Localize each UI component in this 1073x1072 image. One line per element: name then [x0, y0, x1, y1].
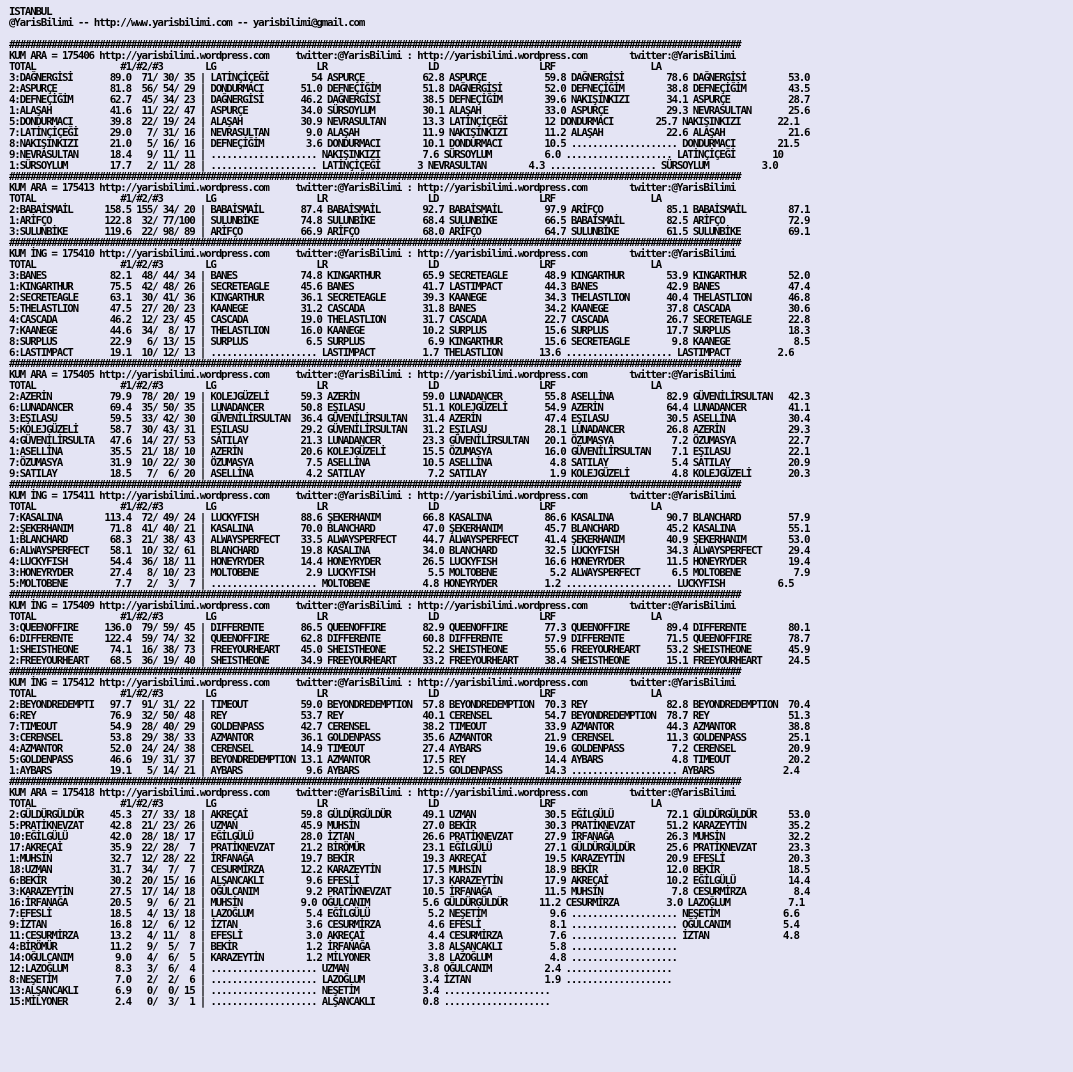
horse-row: 8:NEŞETİM 7.0 2/ 2/ 6 | .................... LAZOĞLUM 3.4 İZTAN 1.9 ....................: [9, 973, 672, 986]
horse-row: 2:FREEYOURHEART 68.5 36/ 19/ 40 | SHEISTHEONE 34.9 FREEYOURHEART 33.2 FREEYOURHEART 38.4 SHEISTHEONE 15.1 FREEYOURHEART 24.5: [9, 654, 810, 667]
horse-row: 7:KASALINA 113.4 72/ 49/ 24 | LUCKYFISH 88.6 ŞEKERHANIM 66.8 KASALINA 86.6 KASALINA 90.7 BLANCHARD 57.9: [9, 511, 810, 524]
horse-row: 14:OĞULCANIM 9.0 4/ 6/ 5 | KARAZEYTİN 1.2 MİLYONER 3.8 LAZOĞLUM 4.8 ....................: [9, 951, 677, 964]
horse-row: 7:LATİNÇİÇEĞİ 29.0 7/ 31/ 16 | NEVRASULTAN 9.0 ALAŞAH 11.9 NAKIŞINKIZI 11.2 ALAŞAH 22.6 ALAŞAH 21.6: [9, 126, 810, 139]
horse-row: 1:ALAŞAH 41.6 11/ 22/ 47 | ASPURÇE 34.0 SÜRSOYLUM 30.1 ALAŞAH 33.0 ASPURÇE 29.3 NEVRASULTAN 25.6: [9, 104, 810, 117]
horse-row: 4:LUCKYFISH 54.4 36/ 18/ 11 | HONEYRYDER 14.4 HONEYRYDER 26.5 LUCKYFISH 16.6 HONEYRYDER 11.5 HONEYRYDER 19.4: [9, 555, 810, 568]
horse-row: 12:LAZOĞLUM 8.3 3/ 6/ 4 | .................... UZMAN 3.8 OĞULCANIM 2.4 ....................: [9, 962, 672, 975]
horse-row: 6:LUNADANCER 69.4 35/ 50/ 35 | LUNADANCER 50.8 EŞILASU 51.1 KOLEJGÜZELİ 54.9 AZERİN 64.4 LUNADANCER 41.1: [9, 401, 810, 414]
horse-row: 1:MUHSİN 32.7 12/ 28/ 22 | İRFANAĞA 19.7 BEKİR 19.3 AKREÇAİ 19.5 KARAZEYTİN 20.9 EFESLİ 20.3: [9, 852, 810, 865]
horse-row: 6:ALWAYSPERFECT 58.1 10/ 32/ 61 | BLANCHARD 19.8 KASALINA 34.0 BLANCHARD 32.5 LUCKYFISH 34.3 ALWAYSPERFECT 29.4: [9, 544, 810, 557]
horse-row: 8:SURPLUS 22.9 6/ 13/ 15 | SURPLUS 6.5 SURPLUS 6.9 KINGARTHUR 15.6 SECRETEAGLE 9.8 KAANEGE 8.5: [9, 335, 810, 348]
column-header-line: TOTAL #1/#2/#3 LG LR LD LRF LA: [9, 379, 661, 392]
header-city: ISTANBUL: [9, 5, 52, 18]
column-header-line: TOTAL #1/#2/#3 LG LR LD LRF LA: [9, 500, 661, 513]
horse-row: 13:ALŞANCAKLI 6.9 0/ 0/ 15 | .................... NEŞETİM 3.4 ....................: [9, 984, 550, 997]
race-report-document: [9, 6, 809, 1007]
horse-row: 1:SÜRSOYLUM 17.7 2/ 11/ 28 | .................... LATİNÇİÇEĞİ 3 NEVRASULTAN 4.3 .................... SÜRSOYLUM 3.0: [9, 159, 778, 172]
horse-row: 5:DONDURMACI 39.8 22/ 19/ 24 | ALAŞAH 30.9 NEVRASULTAN 13.3 LATİNÇİÇEĞİ 12 DONDURMACI 25.7 NAKIŞINKIZI 22.1: [9, 115, 799, 128]
race-header-line: KUM ARA = 175413 http://yarisbilimi.wordpress.com twitter:@YarisBilimi : http://yarisbilimi.wordpress.com twitter:@YarisBilimi: [9, 181, 736, 194]
horse-row: 3:BANES 82.1 48/ 44/ 34 | BANES 74.8 KINGARTHUR 65.9 SECRETEAGLE 48.9 KINGARTHUR 53.9 KINGARTHUR 52.0: [9, 269, 810, 282]
horse-row: 8:NAKIŞINKIZI 21.0 5/ 16/ 16 | DEFNEÇİĞİM 3.6 DONDURMACI 10.1 DONDURMACI 10.5 .................... DONDURMACI 21.5: [9, 137, 799, 150]
horse-row: 7:EFESLİ 18.5 4/ 13/ 18 | LAZOĞLUM 5.4 EĞİLGÜLÜ 5.2 NEŞETİM 9.6 .................... NEŞETİM 6.6: [9, 907, 799, 920]
horse-row: 1:KINGARTHUR 75.5 42/ 48/ 26 | SECRETEAGLE 45.6 BANES 41.7 LASTIMPACT 44.3 BANES 42.9 BANES 47.4: [9, 280, 810, 293]
column-header-line: TOTAL #1/#2/#3 LG LR LD LRF LA: [9, 192, 661, 205]
race-header-line: KUM İNG = 175410 http://yarisbilimi.wordpress.com twitter:@YarisBilimi : http://yarisbilimi.wordpress.com twitter:@YarisBilimi: [9, 247, 736, 260]
horse-row: 2:ŞEKERHANIM 71.8 41/ 40/ 21 | KASALINA 70.0 BLANCHARD 47.0 ŞEKERHANIM 45.7 BLANCHARD 45.2 KASALINA 55.1: [9, 522, 810, 535]
horse-row: 1:BLANCHARD 68.3 21/ 38/ 43 | ALWAYSPERFECT 33.5 ALWAYSPERFECT 44.7 ALWAYSPERFECT 41.4 ŞEKERHANIM 40.9 ŞEKERHANIM 53.0: [9, 533, 810, 546]
horse-row: 5:MOLTOBENE 7.7 2/ 3/ 7 | .................... MOLTOBENE 4.8 HONEYRYDER 1.2 .................... LUCKYFISH 6.5: [9, 577, 794, 590]
horse-row: 4:AZMANTOR 52.0 24/ 24/ 38 | CERENSEL 14.9 TIMEOUT 27.4 AYBARS 19.6 GOLDENPASS 7.2 CERENSEL 20.9: [9, 742, 810, 755]
horse-row: 18:UZMAN 31.7 34/ 7/ 7 | CESURMİRZA 12.2 KARAZEYTİN 17.5 MUHSİN 18.9 BEKİR 12.0 BEKİR 18.5: [9, 863, 810, 876]
separator-line: ##########################################################################################################################################: [9, 478, 741, 491]
column-header-line: TOTAL #1/#2/#3 LG LR LD LRF LA: [9, 687, 661, 700]
column-header-line: TOTAL #1/#2/#3 LG LR LD LRF LA: [9, 797, 661, 810]
horse-row: 5:PRATİKNEVZAT 42.8 21/ 23/ 26 | UZMAN 45.9 MUHSİN 27.0 BEKİR 30.3 PRATİKNEVZAT 51.2 KARAZEYTİN 35.2: [9, 819, 810, 832]
horse-row: 5:GOLDENPASS 46.6 19/ 31/ 37 | BEYONDREDEMPTION 13.1 AZMANTOR 17.5 REY 14.4 AYBARS 4.8 TIMEOUT 20.2: [9, 753, 810, 766]
horse-row: 1:ASELLİNA 35.5 21/ 18/ 10 | AZERİN 20.6 KOLEJGÜZELİ 15.5 ÖZUMASYA 16.0 GÜVENİLİRSULTAN 7.1 EŞILASU 22.1: [9, 445, 810, 458]
horse-row: 4:BİRÖMÜR 11.2 9/ 5/ 7 | BEKİR 1.2 İRFANAĞA 3.8 ALŞANCAKLI 5.8 ....................: [9, 940, 677, 953]
horse-row: 10:EĞİLGÜLÜ 42.0 28/ 18/ 17 | EĞİLGÜLÜ 28.0 İZTAN 26.6 PRATİKNEVZAT 27.9 İRFANAĞA 26.3 MUHSİN 32.2: [9, 830, 810, 843]
horse-row: 4:CASCADA 46.2 12/ 23/ 45 | CASCADA 19.0 THELASTLION 31.7 CASCADA 22.7 CASCADA 26.7 SECRETEAGLE 22.8: [9, 313, 810, 326]
horse-row: 3:HONEYRYDER 27.4 8/ 10/ 23 | MOLTOBENE 2.9 LUCKYFISH 5.5 MOLTOBENE 5.2 ALWAYSPERFECT 6.5 MOLTOBENE 7.9: [9, 566, 810, 579]
horse-row: 5:THELASTLION 47.5 27/ 20/ 23 | KAANEGE 31.2 CASCADA 31.8 BANES 34.2 KAANEGE 37.8 CASCADA 30.6: [9, 302, 810, 315]
horse-row: 9:İZTAN 16.8 12/ 6/ 12 | İZTAN 3.6 CESURMİRZA 4.6 EFESLİ 8.1 .................... OĞULCANIM 5.4: [9, 918, 799, 931]
horse-row: 9:SATILAY 18.5 7/ 6/ 20 | ASELLİNA 4.2 SATILAY 7.2 SATILAY 1.9 KOLEJGÜZELİ 4.8 KOLEJGÜZELİ 20.3: [9, 467, 810, 480]
separator-line: ##########################################################################################################################################: [9, 665, 741, 678]
race-header-line: KUM ARA = 175405 http://yarisbilimi.wordpress.com twitter:@YarisBilimi : http://yarisbilimi.wordpress.com twitter:@YarisBilimi: [9, 368, 736, 381]
race-header-line: KUM İNG = 175412 http://yarisbilimi.wordpress.com twitter:@YarisBilimi : http://yarisbilimi.wordpress.com twitter:@YarisBilimi: [9, 676, 736, 689]
horse-row: 7:ÖZUMASYA 31.9 10/ 22/ 30 | ÖZUMASYA 7.5 ASELLİNA 10.5 ASELLİNA 4.8 SATILAY 5.4 SATILAY 20.9: [9, 456, 810, 469]
horse-row: 3:CERENSEL 53.8 29/ 38/ 33 | AZMANTOR 36.1 GOLDENPASS 35.6 AZMANTOR 21.9 CERENSEL 11.3 GOLDENPASS 25.1: [9, 731, 810, 744]
horse-row: 2:AZERİN 79.9 78/ 20/ 19 | KOLEJGÜZELİ 59.3 AZERİN 59.0 LUNADANCER 55.8 ASELLİNA 82.9 GÜVENİLİRSULTAN 42.3: [9, 390, 810, 403]
horse-row: 16:İRFANAĞA 20.5 9/ 6/ 21 | MUHSİN 9.0 OĞULCANIM 5.6 GÜLDÜRGÜLDÜR 11.2 CESURMİRZA 3.0 LAZOĞLUM 7.1: [9, 896, 805, 909]
horse-row: 7:KAANEGE 44.6 34/ 8/ 17 | THELASTLION 16.0 KAANEGE 10.2 SURPLUS 15.6 SURPLUS 17.7 SURPLUS 18.3: [9, 324, 810, 337]
column-header-line: TOTAL #1/#2/#3 LG LR LD LRF LA: [9, 610, 661, 623]
header-credit: @YarisBilimi -- http://www.yarisbilimi.com -- yarisbilimi@gmail.com: [9, 16, 365, 29]
separator-line: ##########################################################################################################################################: [9, 588, 741, 601]
horse-row: 3:DAĞNERGİSİ 89.0 71/ 30/ 35 | LATİNÇİÇEĞİ 54 ASPURÇE 62.8 ASPURÇE 59.8 DAĞNERGİSİ 78.6 DAĞNERGİSİ 53.0: [9, 71, 810, 84]
separator-line: ##########################################################################################################################################: [9, 170, 741, 183]
horse-row: 3:SULUNBİKE 119.6 22/ 98/ 89 | ARİFÇO 66.9 ARİFÇO 68.0 ARİFÇO 64.7 SULUNBİKE 61.5 SULUNBİKE 69.1: [9, 225, 810, 238]
horse-row: 15:MİLYONER 2.4 0/ 3/ 1 | .................... ALŞANCAKLI 0.8 ....................: [9, 995, 550, 1008]
column-header-line: TOTAL #1/#2/#3 LG LR LD LRF LA: [9, 258, 661, 271]
horse-row: 17:AKREÇAİ 35.9 22/ 28/ 7 | PRATİKNEVZAT 21.2 BİRÖMÜR 23.1 EĞİLGÜLÜ 27.1 GÜLDÜRGÜLDÜR 25.6 PRATİKNEVZAT 23.3: [9, 841, 810, 854]
horse-row: 9:NEVRASULTAN 18.4 9/ 11/ 11 | .................... NAKIŞINKIZI 7.6 SÜRSOYLUM 6.0 .................... LATİNÇİÇEĞİ 10: [9, 148, 783, 161]
horse-row: 4:GÜVENİLİRSULTA 47.6 14/ 27/ 53 | SATILAY 21.3 LUNADANCER 23.3 GÜVENİLİRSULTAN 20.1 ÖZUMASYA 7.2 ÖZUMASYA 22.7: [9, 434, 810, 447]
horse-row: 6:DIFFERENTE 122.4 59/ 74/ 32 | QUEENOFFIRE 62.8 DIFFERENTE 60.8 DIFFERENTE 57.9 DIFFERENTE 71.5 QUEENOFFIRE 78.7: [9, 632, 810, 645]
horse-row: 6:BEKİR 30.2 20/ 15/ 16 | ALŞANCAKLI 9.6 EFESLİ 17.3 KARAZEYTİN 17.9 AKREÇAİ 10.2 EĞİLGÜLÜ 14.4: [9, 874, 810, 887]
separator-line: ##########################################################################################################################################: [9, 236, 741, 249]
race-header-line: KUM ARA = 175418 http://yarisbilimi.wordpress.com twitter:@YarisBilimi : http://yarisbilimi.wordpress.com twitter:@YarisBilimi: [9, 786, 736, 799]
horse-row: 1:SHEISTHEONE 74.1 16/ 38/ 73 | FREEYOURHEART 45.0 SHEISTHEONE 52.2 SHEISTHEONE 55.6 FREEYOURHEART 53.2 SHEISTHEONE 45.9: [9, 643, 810, 656]
horse-row: 4:DEFNEÇİĞİM 62.7 45/ 34/ 23 | DAĞNERGİSİ 46.2 DAĞNERGİSİ 38.5 DEFNEÇİĞİM 39.6 NAKIŞINKIZI 34.1 ASPURÇE 28.7: [9, 93, 810, 106]
horse-row: 5:KOLEJGÜZELİ 58.7 30/ 43/ 31 | EŞILASU 29.2 GÜVENİLİRSULTAN 31.2 EŞILASU 28.1 LUNADANCER 26.8 AZERİN 29.3: [9, 423, 810, 436]
race-header-line: KUM ARA = 175406 http://yarisbilimi.wordpress.com twitter:@YarisBilimi : http://yarisbilimi.wordpress.com twitter:@YarisBilimi: [9, 49, 736, 62]
horse-row: 2:SECRETEAGLE 63.1 30/ 41/ 36 | KINGARTHUR 36.1 SECRETEAGLE 39.3 KAANEGE 34.3 THELASTLION 40.4 THELASTLION 46.8: [9, 291, 810, 304]
race-header-line: KUM İNG = 175409 http://yarisbilimi.wordpress.com twitter:@YarisBilimi : http://yarisbilimi.wordpress.com twitter:@YarisBilimi: [9, 599, 736, 612]
horse-row: 3:EŞILASU 59.5 33/ 42/ 30 | GÜVENİLİRSULTAN 36.4 GÜVENİLİRSULTAN 31.4 AZERİN 47.4 EŞILASU 30.5 ASELLİNA 30.4: [9, 412, 810, 425]
column-header-line: TOTAL #1/#2/#3 LG LR LD LRF LA: [9, 60, 661, 73]
race-header-line: KUM İNG = 175411 http://yarisbilimi.wordpress.com twitter:@YarisBilimi : http://yarisbilimi.wordpress.com twitter:@YarisBilimi: [9, 489, 736, 502]
horse-row: 1:AYBARS 19.1 5/ 14/ 21 | AYBARS 9.6 AYBARS 12.5 GOLDENPASS 14.3 .................... AYBARS 2.4: [9, 764, 799, 777]
horse-row: 7:TIMEOUT 54.9 28/ 40/ 29 | GOLDENPASS 42.7 CERENSEL 38.2 TIMEOUT 33.9 AZMANTOR 44.3 AZMANTOR 38.8: [9, 720, 810, 733]
horse-row: 6:LASTIMPACT 19.1 10/ 12/ 13 | .................... LASTIMPACT 1.7 THELASTLION 13.6 .................... LASTIMPACT 2.6: [9, 346, 794, 359]
horse-row: 6:REY 76.9 32/ 50/ 48 | REY 53.7 REY 40.1 CERENSEL 54.7 BEYONDREDEMPTION 78.7 REY 51.3: [9, 709, 810, 722]
horse-row: 11:CESURMİRZA 13.2 4/ 11/ 8 | EFESLİ 3.0 AKREÇAİ 4.4 CESURMİRZA 7.6 .................... İZTAN 4.8: [9, 929, 799, 942]
horse-row: 1:ARİFÇO 122.8 32/ 77/100 | SULUNBİKE 74.8 SULUNBİKE 68.4 SULUNBİKE 66.5 BABAİSMAİL 82.5 ARİFÇO 72.9: [9, 214, 810, 227]
horse-row: 3:KARAZEYTİN 27.5 17/ 14/ 18 | OĞULCANIM 9.2 PRATİKNEVZAT 10.5 İRFANAĞA 11.5 MUHSİN 7.8 CESURMİRZA 8.4: [9, 885, 810, 898]
horse-row: 2:ASPURÇE 81.8 56/ 54/ 29 | DONDURMACI 51.0 DEFNEÇİĞİM 51.8 DAĞNERGİSİ 52.0 DEFNEÇİĞİM 38.8 DEFNEÇİĞİM 43.5: [9, 82, 810, 95]
separator-line: ##########################################################################################################################################: [9, 357, 741, 370]
horse-row: 2:GÜLDÜRGÜLDÜR 45.3 27/ 33/ 18 | AKREÇAİ 59.8 GÜLDÜRGÜLDÜR 49.1 UZMAN 30.5 EĞİLGÜLÜ 72.1 GÜLDÜRGÜLDÜR 53.0: [9, 808, 810, 821]
horse-row: 2:BABAİSMAİL 158.5 155/ 34/ 20 | BABAİSMAİL 87.4 BABAİSMAİL 92.7 BABAİSMAİL 97.9 ARİFÇO 85.1 BABAİSMAİL 87.1: [9, 203, 810, 216]
separator-line: ##########################################################################################################################################: [9, 38, 741, 51]
horse-row: 3:QUEENOFFIRE 136.0 79/ 59/ 45 | DIFFERENTE 86.5 QUEENOFFIRE 82.9 QUEENOFFIRE 77.3 QUEENOFFIRE 89.4 DIFFERENTE 80.1: [9, 621, 810, 634]
horse-row: 2:BEYONDREDEMPTI 97.7 91/ 31/ 22 | TIMEOUT 59.0 BEYONDREDEMPTION 57.8 BEYONDREDEMPTION 70.3 REY 82.8 BEYONDREDEMPTION 70.4: [9, 698, 810, 711]
separator-line: ##########################################################################################################################################: [9, 775, 741, 788]
